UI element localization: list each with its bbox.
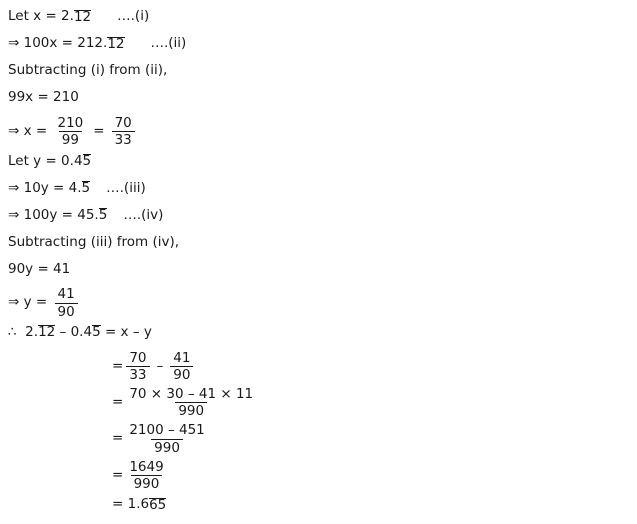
fraction-70-33 <box>112 116 135 147</box>
line-6-overline: 5 <box>82 153 92 170</box>
solution-line-13 <box>8 351 637 382</box>
line-10-text: 90y = 41 <box>8 260 71 277</box>
fraction-denominator: 990 <box>131 475 163 491</box>
line-4-text: 99x = 210 <box>8 89 79 106</box>
line-16-equals: = <box>112 466 124 483</box>
solution-line-9 <box>8 233 637 251</box>
solution-line-12 <box>8 324 637 342</box>
solution-line-11 <box>8 287 637 318</box>
line-17-text: = 1.6 <box>112 496 150 513</box>
line-3-text: Subtracting (i) from (ii), <box>8 62 168 79</box>
fraction-denominator: 33 <box>112 131 135 147</box>
fraction-41-90-b <box>170 351 193 382</box>
fraction-denominator: 99 <box>59 131 82 147</box>
fraction-numerator: 2100 – 451 <box>129 422 205 439</box>
line-13-equals: = <box>112 357 124 374</box>
line-12-suffix: = x – y <box>100 323 152 340</box>
line-9-text: Subtracting (iii) from (iv), <box>8 233 180 250</box>
line-15-equals: = <box>112 430 124 447</box>
solution-line-3 <box>8 62 637 80</box>
line-12-middle: – 0.4 <box>55 323 93 340</box>
solution-line-1 <box>8 8 637 26</box>
line-5-operator: = <box>93 122 105 139</box>
solution-line-14 <box>8 387 637 418</box>
line-7-overline: 5 <box>81 180 91 197</box>
solution-line-17 <box>8 496 637 514</box>
fraction-210-99 <box>55 116 87 147</box>
solution-line-15 <box>8 423 637 454</box>
line-13-operator: – <box>156 357 164 374</box>
solution-line-7 <box>8 179 637 197</box>
line-1-overline: 12 <box>73 8 92 25</box>
line-7-text: ⇒ 10y = 4. <box>8 179 82 196</box>
fraction-numerator: 70 <box>129 349 147 366</box>
fraction-numerator: 70 <box>114 115 132 131</box>
fraction-denominator: 990 <box>175 402 207 418</box>
line-2-overline: 12 <box>107 35 125 52</box>
line-7-reference: ….(iii) <box>106 179 146 196</box>
line-17-overline: 65 <box>149 496 167 513</box>
line-6-text: Let y = 0.4 <box>8 152 83 169</box>
fraction-70-33-b <box>126 351 149 382</box>
solution-line-2 <box>8 35 637 53</box>
solution-line-16 <box>8 460 637 491</box>
fraction-1649-990 <box>126 460 166 491</box>
fraction-numerator: 70 × 30 – 41 × 11 <box>129 386 254 403</box>
fraction-expanded-numerator <box>126 387 256 418</box>
line-12-overline-2: 5 <box>92 324 101 341</box>
fraction-numerator: 1649 <box>129 458 164 475</box>
solution-line-4 <box>8 89 637 107</box>
line-11-text: ⇒ y = <box>8 294 52 311</box>
solution-line-10 <box>8 260 637 278</box>
solution-line-8 <box>8 206 637 224</box>
line-5-text: ⇒ x = <box>8 122 52 139</box>
line-1-reference: ….(i) <box>117 8 150 25</box>
fraction-denominator: 33 <box>126 366 149 382</box>
fraction-numerator: 41 <box>57 286 75 303</box>
fraction-denominator: 90 <box>170 366 193 382</box>
solution-line-5 <box>8 116 637 147</box>
fraction-2100-451-990 <box>126 423 207 454</box>
line-1-text: Let x = 2. <box>8 8 74 25</box>
fraction-41-90 <box>55 287 78 318</box>
line-14-equals: = <box>112 393 124 410</box>
line-8-overline: 5 <box>98 207 108 224</box>
line-2-text: ⇒ 100x = 212. <box>8 35 108 52</box>
line-8-text: ⇒ 100y = 45. <box>8 206 99 223</box>
line-8-reference: ….(iv) <box>123 206 164 223</box>
fraction-denominator: 990 <box>151 439 183 455</box>
solution-line-6 <box>8 152 637 170</box>
fraction-denominator: 90 <box>55 303 78 319</box>
line-12-overline-1: 12 <box>38 324 56 341</box>
line-12-prefix: ∴ 2. <box>8 323 39 340</box>
fraction-numerator: 210 <box>57 115 84 131</box>
line-2-reference: ….(ii) <box>150 35 187 52</box>
fraction-numerator: 41 <box>173 349 191 366</box>
